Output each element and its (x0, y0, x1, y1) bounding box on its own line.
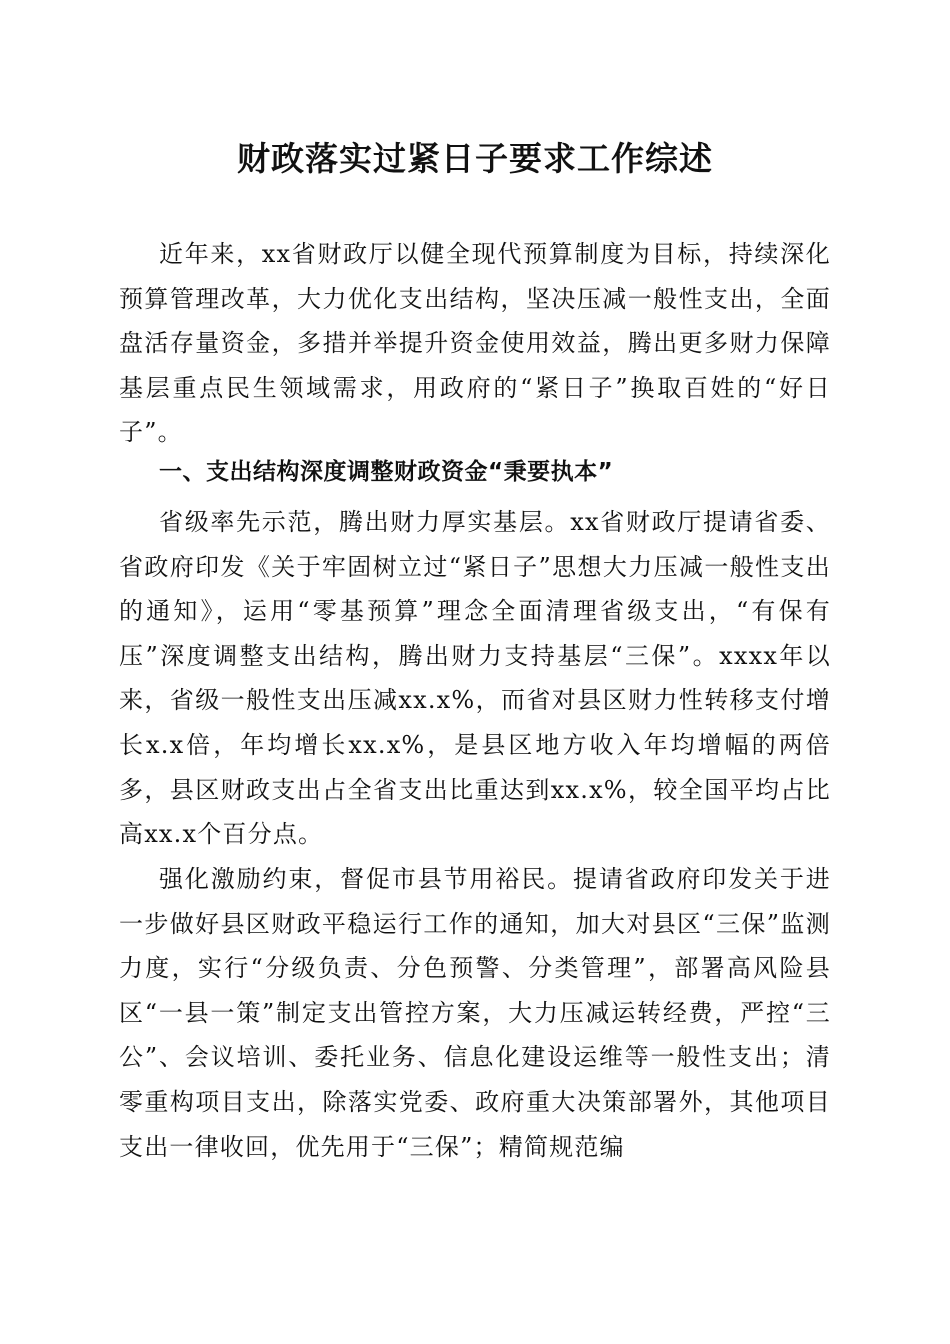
body-paragraph: 省级率先示范，腾出财力厚实基层。xx省财政厅提请省委、省政府印发《关于牢固树立过“紧日子”思想大力压减一般性支出的通知》，运用“零基预算”理念全面清理省级支出，“有保有压”深度调整支出结构，腾出财力支持基层“三保”。xxxx年以来，省级一般性支出压减xx.x%，而省对县区财力性转移支付增长x.x倍，年均增长xx.x%，是县区地方收入年均增幅的两倍多，县区财政支出占全省支出比重达到xx.x%，较全国平均占比高xx.x个百分点。 (119, 508, 831, 849)
body-paragraph: 强化激励约束，督促市县节用裕民。提请省政府印发关于进一步做好县区财政平稳运行工作的通知，加大对县区“三保”监测力度，实行“分级负责、分色预警、分类管理”，部署高风险县区“一县一策”制定支出管控方案，大力压减运转经费，严控“三公”、会议培训、委托业务、信息化建设运维等一般性支出；清零重构项目支出，除落实党委、政府重大决策部署外，其他项目支出一律收回，优先用于“三保”；精简规范编 (119, 865, 831, 1161)
section-heading: 一、支出结构深度调整财政资金“秉要执本” (159, 459, 614, 485)
document-title: 财政落实过紧日子要求工作综述 (237, 139, 713, 178)
intro-paragraph: 近年来，xx省财政厅以健全现代预算制度为目标，持续深化预算管理改革，大力优化支出结构，坚决压减一般性支出，全面盘活存量资金，多措并举提升资金使用效益，腾出更多财力保障基层重点民生领域需求，用政府的“紧日子”换取百姓的“好日子”。 (119, 240, 831, 447)
